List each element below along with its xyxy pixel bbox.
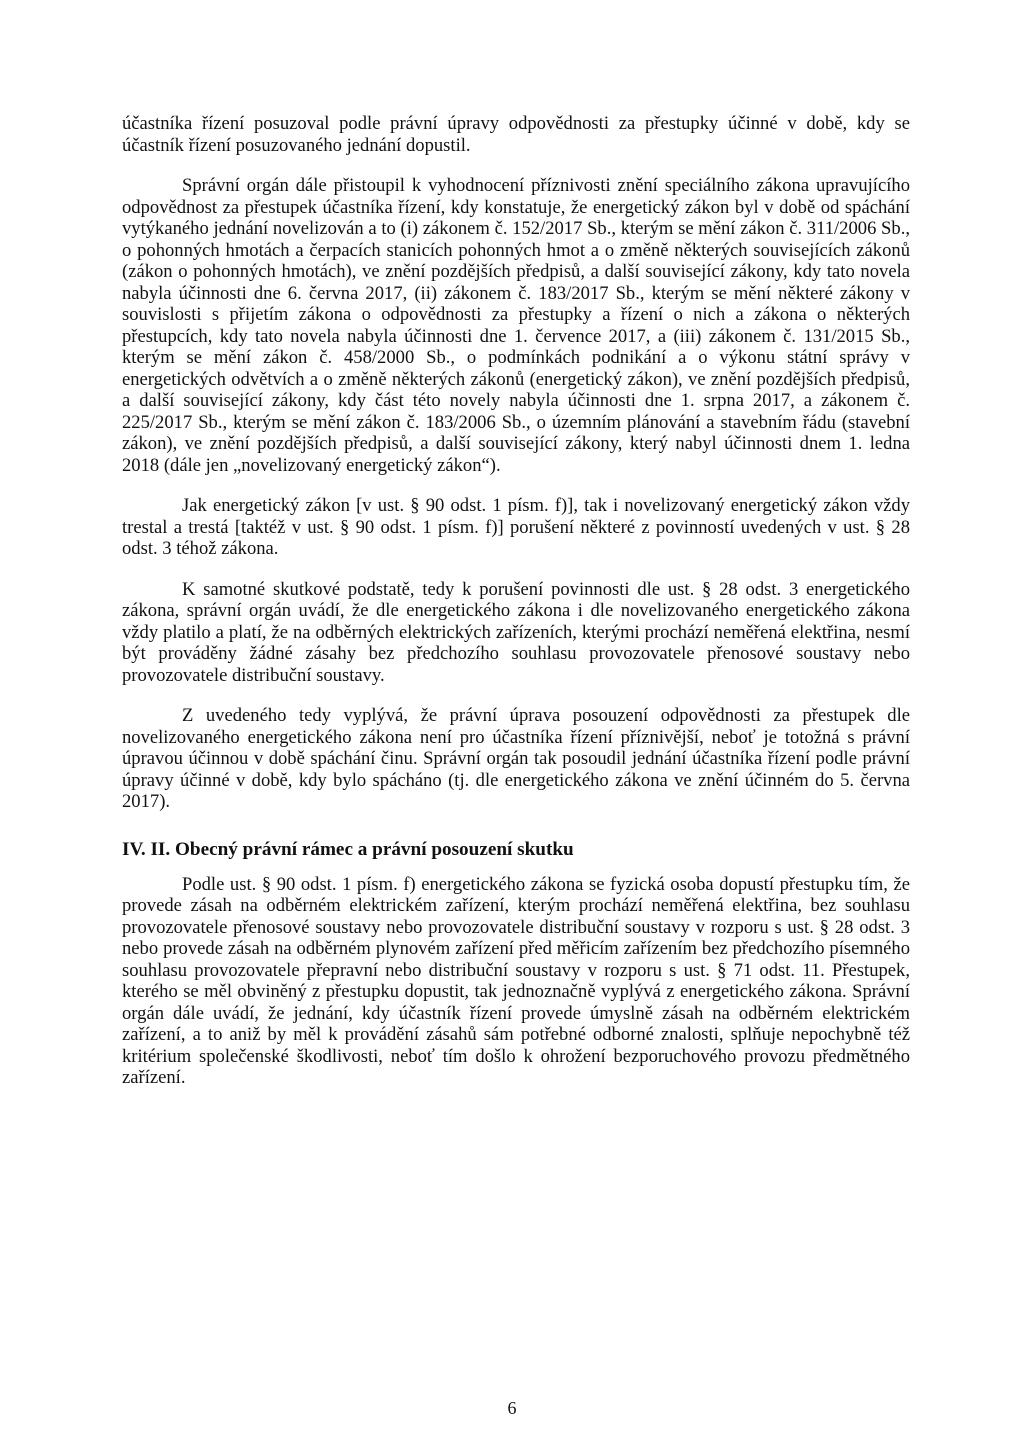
paragraph-conclusion: Z uvedeného tedy vyplývá, že právní úprava posouzení odpovědnosti za přestupek dle novelizovaného energetického zákona není pro účastníka řízení příznivější, neboť je totožná s právní úpravou účinnou v době spáchání činu. Správní orgán tak posoudil jednání účastníka řízení podle právní úpravy účinné v době, kdy bylo spácháno (tj. dle energetického zákona ve znění účinném do 5. června 2017). bbox=[122, 705, 910, 812]
document-page bbox=[122, 113, 910, 1089]
paragraph-legal-framework: Podle ust. § 90 odst. 1 písm. f) energetického zákona se fyzická osoba dopustí přestupku tím, že provede zásah na odběrném elektrickém zařízení, kterým prochází neměřená elektřina, bez souhlasu provozovatele přenosové soustavy nebo provozovatele distribuční soustavy v rozporu s ust. § 28 odst. 3 nebo provede zásah na odběrném plynovém zařízení před měřicím zařízením bez předchozího písemného souhlasu provozovatele přepravní nebo distribuční soustavy v rozporu s ust. § 71 odst. 11. Přestupek, kterého se měl obviněný z přestupku dopustit, tak jednoznačně vyplývá z energetického zákona. Správní orgán dále uvádí, že jednání, kdy účastník řízení provede úmyslně zásah na odběrném elektrickém zařízení, a to aniž by měl k provádění zásahů sám potřebné odborné znalosti, splňuje nepochybně též kritérium společenské škodlivosti, neboť tím došlo k ohrožení bezporuchového provozu předmětného zařízení. bbox=[122, 873, 910, 1088]
section-heading: IV. II. Obecný právní rámec a právní posouzení skutku bbox=[122, 838, 574, 860]
paragraph-energy-act-penalty: Jak energetický zákon [v ust. § 90 odst. 1 písm. f)], tak i novelizovaný energetický zákon vždy trestal a trestá [taktéž v ust. § 90 odst. 1 písm. f)] porušení některé z povinností uvedených v ust. § 28 odst. 3 téhož zákona. bbox=[122, 495, 910, 559]
paragraph-novelization: Správní orgán dále přistoupil k vyhodnocení příznivosti znění speciálního zákona upravujícího odpovědnost za přestupek účastníka řízení, kdy konstatuje, že energetický zákon byl v době od spáchání vytýkaného jednání novelizován a to (i) zákonem č. 152/2017 Sb., kterým se mění zákon č. 311/2006 Sb., o pohonných hmotách a čerpacích stanicích pohonných hmot a o změně některých souvisejících zákonů (zákon o pohonných hmotách), ve znění pozdějších předpisů, a další související zákony, kdy tato novela nabyla účinnosti dne 6. června 2017, (ii) zákonem č. 183/2017 Sb., kterým se mění některé zákony v souvislosti s přijetím zákona o odpovědnosti za přestupky a řízení o nich a zákona o některých přestupcích, kdy tato novela nabyla účinnosti dne 1. července 2017, a (iii) zákonem č. 131/2015 Sb., kterým se mění zákon č. 458/2000 Sb., o podmínkách podnikání a o výkonu státní správy v energetických odvětvích a o změně některých zákonů (energetický zákon), ve znění pozdějších předpisů, a další související zákony, kdy část této novely nabyla účinnosti dne 1. srpna 2017, a zákonem č. 225/2017 Sb., kterým se mění zákon č. 183/2006 Sb., o územním plánování a stavebním řádu (stavební zákon), ve znění pozdějších předpisů, a další související zákony, který nabyl účinnosti dnem 1. ledna 2018 (dále jen „novelizovaný energetický zákon“). bbox=[122, 175, 910, 476]
page-number: 6 bbox=[507, 1398, 517, 1418]
paragraph-factual-basis: K samotné skutkové podstatě, tedy k porušení povinnosti dle ust. § 28 odst. 3 energetického zákona, správní orgán uvádí, že dle energetického zákona i dle novelizovaného energetického zákona vždy platilo a platí, že na odběrných elektrických zařízeních, kterými prochází neměřená elektřina, nesmí být prováděny žádné zásahy bez předchozího souhlasu provozovatele přenosové soustavy nebo provozovatele distribuční soustavy. bbox=[122, 578, 910, 686]
paragraph-continuation: účastníka řízení posuzoval podle právní úpravy odpovědnosti za přestupky účinné v době, kdy se účastník řízení posuzovaného jednání dopustil. bbox=[122, 113, 910, 156]
